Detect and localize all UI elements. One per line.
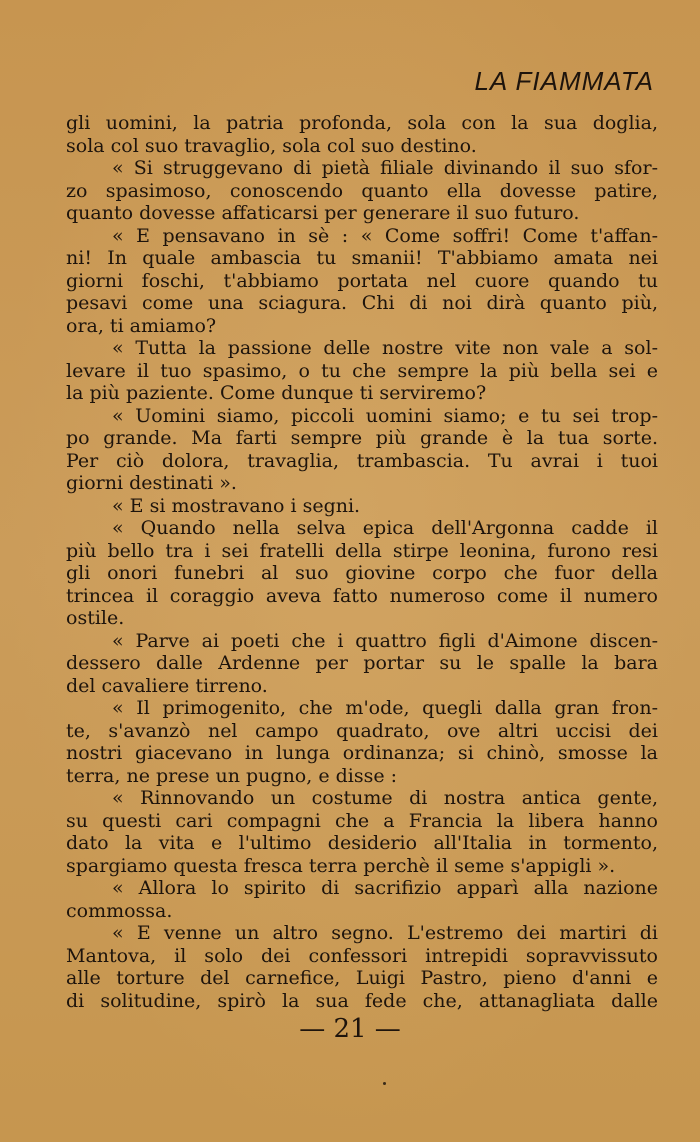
text-line: « Rinnovando un costume di nostra antica gente, bbox=[112, 787, 658, 809]
text-line: ostile. bbox=[66, 607, 125, 629]
text-line: su questi cari compagni che a Francia la libera hanno bbox=[66, 809, 658, 832]
print-speck bbox=[383, 1082, 386, 1085]
text-line: trincea il coraggio aveva fatto numeroso come il numero bbox=[66, 584, 658, 607]
page-number: — 21 — bbox=[299, 1014, 401, 1044]
text-line: « Allora lo spirito di sacrifizio apparì alla nazione bbox=[112, 877, 658, 899]
text-line: più bello tra i sei fratelli della stirpe leonina, furono resi bbox=[66, 539, 658, 562]
text-line: ni! In quale ambascia tu smanii! T'abbiamo amata nei bbox=[66, 247, 658, 269]
text-line: sola col suo travaglio, sola col suo destino. bbox=[66, 134, 477, 157]
text-line: Per ciò dolora, travaglia, trambascia. Tu avrai i tuoi bbox=[66, 449, 658, 472]
text-line: « Tutta la passione delle nostre vite non vale a sol- bbox=[112, 337, 658, 359]
text-line: « E si mostravano i segni. bbox=[112, 494, 361, 517]
text-line: spargiamo questa fresca terra perchè il seme s'appigli ». bbox=[66, 854, 616, 877]
text-line: po grande. Ma farti sempre più grande è la tua sorte. bbox=[66, 427, 658, 449]
text-line: ora, ti amiamo? bbox=[66, 314, 217, 337]
text-line: zo spasimoso, conoscendo quanto ella dovesse patire, bbox=[66, 179, 658, 202]
body-text bbox=[66, 112, 658, 1012]
text-line: te, s'avanzò nel campo quadrato, ove altri uccisi dei bbox=[66, 719, 658, 742]
text-line: « E venne un altro segno. L'estremo dei martiri di bbox=[112, 922, 658, 944]
text-line: dessero dalle Ardenne per portar su le spalle la bara bbox=[66, 652, 658, 674]
text-line: pesavi come una sciagura. Chi di noi dirà quanto più, bbox=[66, 292, 658, 314]
text-line: « E pensavano in sè : « Come soffri! Come t'affan- bbox=[112, 224, 658, 247]
text-line: gli onori funebri al suo giovine corpo che fuor della bbox=[66, 562, 658, 584]
text-line: « Si struggevano di pietà filiale divinando il suo sfor- bbox=[112, 157, 658, 179]
text-line: levare il tuo spasimo, o tu che sempre la più bella sei e bbox=[66, 359, 658, 382]
text-line: commossa. bbox=[66, 899, 173, 922]
text-line: giorni destinati ». bbox=[66, 472, 237, 494]
text-line: « Uomini siamo, piccoli uomini siamo; e tu sei trop- bbox=[112, 404, 658, 427]
text-line: « Quando nella selva epica dell'Argonna cadde il bbox=[112, 517, 658, 539]
text-line: di solitudine, spirò la sua fede che, attanagliata dalle bbox=[66, 989, 658, 1012]
text-line: gli uomini, la patria profonda, sola con la sua doglia, bbox=[66, 112, 658, 134]
text-line: nostri giacevano in lunga ordinanza; si chinò, smosse la bbox=[66, 742, 658, 764]
text-line: del cavaliere tirreno. bbox=[66, 674, 268, 697]
text-line: alle torture del carnefice, Luigi Pastro, pieno d'anni e bbox=[66, 967, 658, 989]
text-line: giorni foschi, t'abbiamo portata nel cuore quando tu bbox=[66, 269, 658, 292]
text-line: « Parve ai poeti che i quattro figli d'Aimone discen- bbox=[112, 629, 658, 652]
text-line: quanto dovesse affaticarsi per generare il suo futuro. bbox=[66, 202, 580, 224]
text-line: « Il primogenito, che m'ode, quegli dalla gran fron- bbox=[112, 697, 658, 719]
text-line: terra, ne prese un pugno, e disse : bbox=[66, 764, 398, 787]
running-head: LA FIAMMATA bbox=[474, 66, 654, 96]
text-line: Mantova, il solo dei confessori intrepidi sopravvissuto bbox=[66, 944, 658, 967]
text-line: dato la vita e l'ultimo desiderio all'Italia in tormento, bbox=[66, 832, 658, 854]
text-line: la più paziente. Come dunque ti serviremo? bbox=[66, 382, 487, 404]
